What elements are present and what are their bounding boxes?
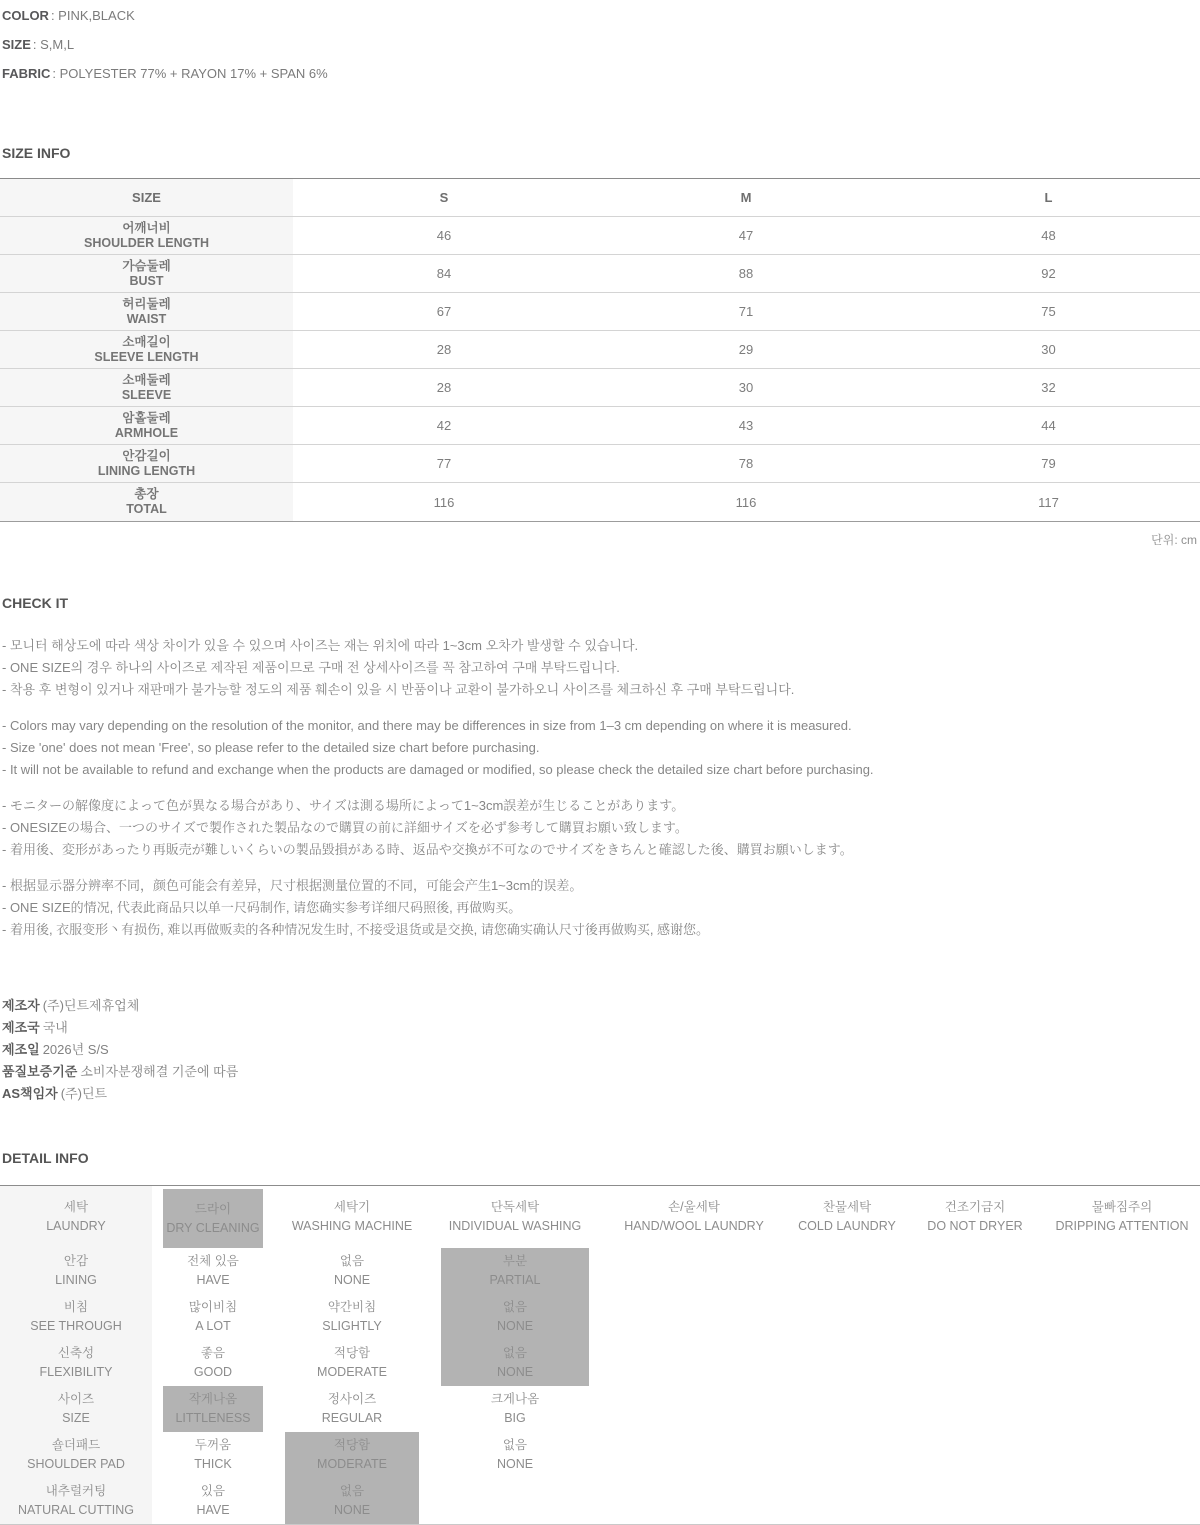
care-category-cell bbox=[0, 1294, 152, 1340]
size-row-label-kr: 소매둘레 bbox=[122, 372, 171, 387]
check-it-korean bbox=[0, 635, 1200, 701]
detail-row-flexibility bbox=[0, 1340, 1200, 1386]
care-option-kr: 없음 bbox=[339, 1484, 365, 1498]
manufacturer-line bbox=[2, 995, 1200, 1017]
care-option-cell bbox=[152, 1432, 274, 1478]
care-option-en: REGULAR bbox=[321, 1411, 383, 1425]
care-option-kr: 없음 bbox=[502, 1300, 528, 1314]
size-value-cell: 84 bbox=[436, 266, 452, 281]
size-value-cell: 116 bbox=[433, 494, 455, 510]
care-option-cell bbox=[152, 1386, 274, 1432]
care-option-en: INDIVIDUAL WASHING bbox=[448, 1219, 582, 1233]
manufacturer-line bbox=[2, 1017, 1200, 1039]
size-row-waist bbox=[0, 293, 1200, 331]
care-option-cell bbox=[274, 1340, 430, 1386]
check-it-chinese bbox=[0, 875, 1200, 941]
care-option-kr: 물빠짐주의 bbox=[1091, 1200, 1153, 1214]
care-option-kr: 작게나옴 bbox=[188, 1392, 238, 1406]
care-option-cell bbox=[1044, 1186, 1200, 1248]
size-value-cell: 42 bbox=[436, 418, 452, 433]
size-row-total bbox=[0, 483, 1200, 521]
care-category-cell bbox=[0, 1186, 152, 1248]
size-row-armhole bbox=[0, 407, 1200, 445]
care-option-en: MODERATE bbox=[317, 1365, 387, 1379]
size-value-cell: 92 bbox=[1041, 266, 1056, 281]
manufacturer-label: AS책임자 bbox=[2, 1086, 58, 1101]
size-row-lining-length bbox=[0, 445, 1200, 483]
manufacturer-value: 소비자분쟁해결 기준에 따름 bbox=[80, 1064, 239, 1079]
care-category-cell bbox=[0, 1340, 152, 1386]
care-option-en: WASHING MACHINE bbox=[291, 1219, 413, 1233]
check-line: - 根据显示器分辨率不同，颜色可能会有差异，尺寸根据测量位置的不同，可能会产生1~3cm的误差。 bbox=[2, 878, 583, 893]
care-option-cell bbox=[430, 1432, 600, 1478]
size-row-label-en: BUST bbox=[129, 273, 164, 288]
detail-row-size bbox=[0, 1386, 1200, 1432]
care-category-cell bbox=[0, 1386, 152, 1432]
care-option-kr: 약간비침 bbox=[327, 1300, 377, 1314]
care-option-en: A LOT bbox=[195, 1319, 231, 1333]
care-option-en: HAND/WOOL LAUNDRY bbox=[624, 1219, 764, 1233]
manufacturer-line bbox=[2, 1039, 1200, 1061]
care-option-kr: 좋음 bbox=[200, 1346, 226, 1360]
care-option-cell bbox=[430, 1340, 600, 1386]
care-option-en: COLD LAUNDRY bbox=[798, 1219, 896, 1233]
check-line: - Colors may vary depending on the resolution of the monitor, and there may be differences in size from 1–3 cm depending on where it is measured. bbox=[2, 718, 852, 733]
size-value-cell: 48 bbox=[1041, 228, 1056, 243]
size-col-l: L bbox=[1044, 190, 1053, 205]
care-category-cell bbox=[0, 1248, 152, 1294]
size-row-label bbox=[0, 445, 293, 482]
check-line: - 모니터 해상도에 따라 색상 차이가 있을 수 있으며 사이즈는 재는 위치에 따라 1~3cm 오차가 발생할 수 있습니다. bbox=[2, 638, 639, 653]
size-row-label-kr: 안감길이 bbox=[122, 448, 171, 463]
size-row-label bbox=[0, 331, 293, 368]
care-option-cell bbox=[152, 1340, 274, 1386]
care-option-kr: 적당함 bbox=[333, 1346, 371, 1360]
detail-info-table bbox=[0, 1185, 1200, 1525]
care-option-en: DRIPPING ATTENTION bbox=[1055, 1219, 1189, 1233]
size-value-cell: 71 bbox=[738, 304, 754, 319]
size-row-sleeve-length bbox=[0, 331, 1200, 369]
size-value-cell: 46 bbox=[436, 228, 452, 243]
care-option-kr: 정사이즈 bbox=[327, 1392, 377, 1406]
fabric-line bbox=[2, 66, 1200, 82]
care-option-cell bbox=[274, 1248, 430, 1294]
care-option-en: HAVE bbox=[196, 1503, 230, 1517]
color-value: : PINK,BLACK bbox=[50, 8, 135, 23]
size-row-shoulder bbox=[0, 217, 1200, 255]
color-line bbox=[2, 8, 1200, 24]
size-value-cell: 117 bbox=[1038, 494, 1059, 510]
care-option-cell bbox=[274, 1386, 430, 1432]
check-line: - 着用後、変形があったり再販売が難しいくらいの製品毀損がある時、返品や交換が不可なのでサイズをきちんと確認した後、購買お願いします。 bbox=[2, 842, 853, 857]
size-row-label bbox=[0, 369, 293, 406]
check-line: - 착용 후 변형이 있거나 재판매가 불가능할 정도의 제품 훼손이 있을 시 반품이나 교환이 불가하오니 사이즈를 체크하신 후 구매 부탁드립니다. bbox=[2, 682, 795, 697]
care-option-cell bbox=[430, 1186, 600, 1248]
size-row-label-en: SHOULDER LENGTH bbox=[84, 235, 209, 250]
size-row-bust bbox=[0, 255, 1200, 293]
check-line: - It will not be available to refund and exchange when the products are damaged or modified, so please check the detailed size chart before purchasing. bbox=[2, 762, 874, 777]
size-row-label-en: WAIST bbox=[126, 311, 167, 326]
care-option-cell bbox=[274, 1478, 430, 1524]
check-line: - モニターの解像度によって色が異なる場合があり、サイズは測る場所によって1~3cm誤差が生じることがあります。 bbox=[2, 798, 685, 813]
manufacturer-value: 2026년 S/S bbox=[42, 1042, 109, 1057]
size-row-label-en: SLEEVE bbox=[121, 387, 172, 402]
care-option-kr: 세탁기 bbox=[333, 1200, 371, 1214]
size-row-label bbox=[0, 483, 293, 521]
care-category-kr: 내추럴커팅 bbox=[45, 1484, 107, 1498]
fabric-label: FABRIC bbox=[2, 66, 51, 81]
manufacturer-value: (주)딘트제휴업체 bbox=[42, 998, 140, 1013]
care-category-cell bbox=[0, 1432, 152, 1478]
size-row-label-en: ARMHOLE bbox=[114, 425, 179, 440]
care-option-en: DO NOT DRYER bbox=[927, 1219, 1023, 1233]
care-option-kr: 전체 있음 bbox=[187, 1254, 239, 1268]
manufacturer-value: (주)딘트 bbox=[60, 1086, 108, 1101]
care-category-en: FLEXIBILITY bbox=[39, 1365, 113, 1379]
size-value-cell: 28 bbox=[436, 380, 452, 395]
manufacturer-info bbox=[0, 995, 1200, 1105]
care-category-kr: 사이즈 bbox=[57, 1392, 95, 1406]
care-option-cell bbox=[152, 1478, 274, 1524]
manufacturer-label: 제조자 bbox=[2, 998, 40, 1013]
size-label: SIZE bbox=[2, 37, 31, 52]
care-category-kr: 숄더패드 bbox=[51, 1438, 101, 1452]
size-row-label-kr: 암홀둘레 bbox=[122, 410, 171, 425]
manufacturer-label: 제조일 bbox=[2, 1042, 40, 1057]
size-line bbox=[2, 37, 1200, 53]
size-row-label-kr: 어깨너비 bbox=[122, 220, 171, 235]
size-value-cell: 67 bbox=[436, 304, 452, 319]
care-option-cell bbox=[430, 1386, 600, 1432]
size-value-cell: 30 bbox=[738, 380, 754, 395]
care-option-en: NONE bbox=[496, 1365, 534, 1379]
care-option-en: NONE bbox=[333, 1503, 371, 1517]
size-info-heading: SIZE INFO bbox=[2, 145, 71, 161]
care-category-en: NATURAL CUTTING bbox=[18, 1503, 134, 1517]
care-option-kr: 단독세탁 bbox=[490, 1200, 540, 1214]
care-option-en: NONE bbox=[496, 1319, 534, 1333]
size-value-cell: 77 bbox=[436, 456, 452, 471]
care-category-en: LAUNDRY bbox=[46, 1219, 106, 1233]
care-option-kr: 적당함 bbox=[333, 1438, 371, 1452]
detail-info-heading: DETAIL INFO bbox=[2, 1150, 89, 1166]
size-table bbox=[0, 178, 1200, 522]
size-value-cell: 29 bbox=[738, 342, 754, 357]
detail-row-see-through bbox=[0, 1294, 1200, 1340]
size-row-label bbox=[0, 407, 293, 444]
manufacturer-line bbox=[2, 1083, 1200, 1105]
unit-note: 단위: cm bbox=[1151, 533, 1197, 547]
care-option-en: LITTLENESS bbox=[175, 1411, 251, 1425]
care-option-en: HAVE bbox=[196, 1273, 230, 1287]
size-row-sleeve bbox=[0, 369, 1200, 407]
size-row-label-en: TOTAL bbox=[126, 502, 167, 516]
check-line: - ONE SIZE的情况, 代表此商品只以单一尺码制作, 请您确实参考详细尺码照後, 再做购买。 bbox=[2, 900, 522, 915]
size-row-label-kr: 소매길이 bbox=[122, 334, 171, 349]
check-it-english bbox=[0, 715, 1200, 781]
care-category-kr: 신축성 bbox=[57, 1346, 95, 1360]
care-category-kr: 세탁 bbox=[63, 1200, 89, 1214]
care-option-cell bbox=[788, 1186, 906, 1248]
manufacturer-line bbox=[2, 1061, 1200, 1083]
size-value-cell: 30 bbox=[1041, 342, 1056, 357]
manufacturer-label: 품질보증기준 bbox=[2, 1064, 78, 1079]
care-option-kr: 많이비침 bbox=[188, 1300, 238, 1314]
care-option-en: NONE bbox=[496, 1457, 534, 1471]
care-option-en: GOOD bbox=[193, 1365, 233, 1379]
size-col-s: S bbox=[439, 190, 449, 205]
detail-row-lining bbox=[0, 1248, 1200, 1294]
manufacturer-value: 국내 bbox=[42, 1020, 68, 1035]
size-value-cell: 78 bbox=[738, 456, 754, 471]
care-option-cell bbox=[152, 1248, 274, 1294]
care-category-en: SHOULDER PAD bbox=[27, 1457, 125, 1471]
size-row-label bbox=[0, 255, 293, 292]
care-option-cell bbox=[152, 1294, 274, 1340]
care-option-cell bbox=[274, 1294, 430, 1340]
product-summary bbox=[0, 0, 1200, 82]
care-option-cell bbox=[274, 1186, 430, 1248]
care-option-en: DRY CLEANING bbox=[166, 1220, 260, 1235]
care-option-kr: 건조기금지 bbox=[944, 1200, 1006, 1214]
care-option-en: MODERATE bbox=[317, 1457, 387, 1471]
care-option-kr: 찬물세탁 bbox=[822, 1200, 872, 1214]
care-category-en: LINING bbox=[55, 1273, 97, 1287]
size-table-header-row bbox=[0, 179, 1200, 217]
care-option-cell bbox=[274, 1432, 430, 1478]
care-category-en: SIZE bbox=[62, 1411, 90, 1425]
size-row-label-en: SLEEVE LENGTH bbox=[94, 349, 199, 364]
size-value: : S,M,L bbox=[32, 37, 75, 52]
size-row-label bbox=[0, 217, 293, 254]
care-option-kr: 드라이 bbox=[194, 1201, 232, 1216]
detail-row-shoulder-pad bbox=[0, 1432, 1200, 1478]
check-it-heading: CHECK IT bbox=[2, 595, 69, 611]
size-col-m: M bbox=[740, 190, 752, 205]
size-value-cell: 32 bbox=[1041, 380, 1056, 395]
care-option-en: BIG bbox=[504, 1411, 526, 1425]
check-line: - ONESIZEの場合、一つのサイズで製作された製品なので購買の前に詳細サイズを必ず参考して購買お願い致します。 bbox=[2, 820, 688, 835]
care-option-en: THICK bbox=[194, 1457, 232, 1471]
check-line: - Size 'one' does not mean 'Free', so please refer to the detailed size chart before purchasing. bbox=[2, 740, 540, 755]
care-option-kr: 없음 bbox=[502, 1346, 528, 1360]
detail-row-laundry bbox=[0, 1186, 1200, 1248]
size-col-header: SIZE bbox=[0, 179, 293, 216]
care-option-kr: 없음 bbox=[339, 1254, 365, 1268]
size-value-cell: 116 bbox=[735, 494, 757, 510]
size-value-cell: 79 bbox=[1041, 456, 1056, 471]
care-option-kr: 손/울세탁 bbox=[668, 1200, 720, 1214]
fabric-value: : POLYESTER 77% + RAYON 17% + SPAN 6% bbox=[52, 66, 328, 81]
color-label: COLOR bbox=[2, 8, 49, 23]
care-option-cell bbox=[152, 1186, 274, 1248]
size-value-cell: 44 bbox=[1041, 418, 1056, 433]
size-value-cell: 88 bbox=[738, 266, 754, 281]
size-row-label-kr: 총장 bbox=[134, 487, 159, 501]
check-it-japanese bbox=[0, 795, 1200, 861]
size-row-label-kr: 허리둘레 bbox=[122, 296, 171, 311]
size-row-label-en: LINING LENGTH bbox=[97, 463, 196, 478]
care-option-kr: 크게나옴 bbox=[490, 1392, 540, 1406]
care-option-en: SLIGHTLY bbox=[322, 1319, 382, 1333]
care-category-kr: 비침 bbox=[63, 1300, 89, 1314]
size-row-label bbox=[0, 293, 293, 330]
care-option-kr: 없음 bbox=[502, 1438, 528, 1452]
manufacturer-label: 제조국 bbox=[2, 1020, 40, 1035]
care-option-cell bbox=[906, 1186, 1044, 1248]
size-value-cell: 28 bbox=[436, 342, 452, 357]
size-row-label-kr: 가슴둘레 bbox=[122, 258, 171, 273]
care-option-kr: 부분 bbox=[502, 1254, 528, 1268]
care-option-kr: 있음 bbox=[200, 1484, 226, 1498]
care-option-kr: 두꺼움 bbox=[194, 1438, 232, 1452]
size-value-cell: 43 bbox=[738, 418, 754, 433]
care-category-en: SEE THROUGH bbox=[30, 1319, 122, 1333]
care-option-en: PARTIAL bbox=[489, 1273, 541, 1287]
detail-row-natural-cutting bbox=[0, 1478, 1200, 1524]
check-line: - 着用後, 衣服变形丶有损伤, 难以再做贩卖的各种情况发生时, 不接受退货或是交换, 请您确实确认尺寸後再做购买, 感谢您。 bbox=[2, 922, 710, 937]
size-value-cell: 47 bbox=[738, 228, 754, 243]
check-line: - ONE SIZE의 경우 하나의 사이즈로 제작된 제품이므로 구매 전 상세사이즈를 꼭 참고하여 구매 부탁드립니다. bbox=[2, 660, 620, 675]
size-value-cell: 75 bbox=[1041, 304, 1056, 319]
care-option-cell bbox=[600, 1186, 788, 1248]
care-category-kr: 안감 bbox=[63, 1254, 89, 1268]
care-option-cell bbox=[430, 1248, 600, 1294]
care-option-en: NONE bbox=[333, 1273, 371, 1287]
care-option-cell bbox=[430, 1294, 600, 1340]
care-category-cell bbox=[0, 1478, 152, 1524]
